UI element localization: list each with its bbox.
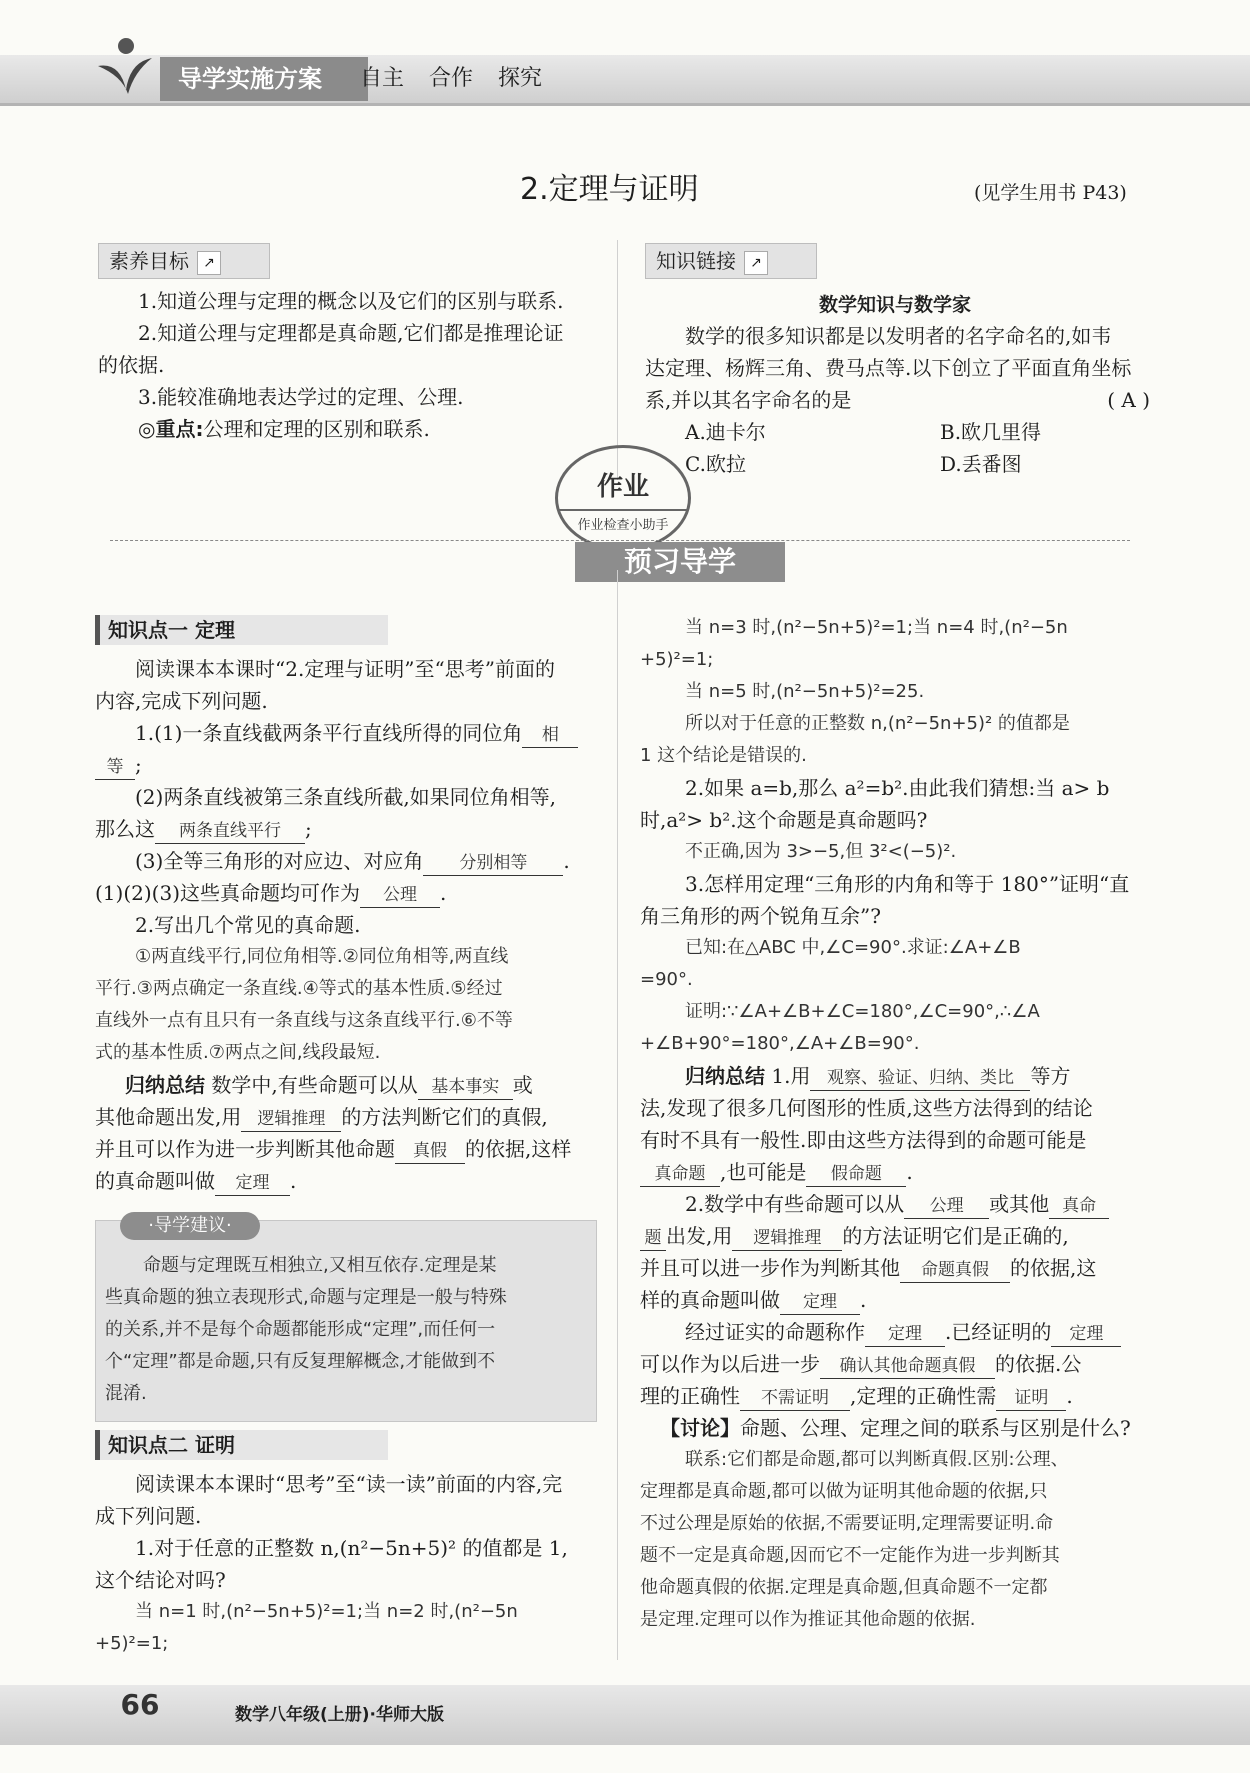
sum-text: ,定理的正确性需 bbox=[850, 1384, 997, 1408]
kp1-summary-cont: 的真命题叫做 定理 . bbox=[95, 1165, 605, 1197]
summary-2 bbox=[640, 1188, 1150, 1220]
key-text: 公理和定理的区别和联系. bbox=[203, 417, 430, 441]
sum-text: 样的真命题叫做 bbox=[640, 1288, 780, 1312]
q2-line: 时,a²> b².这个命题是真命题吗? bbox=[640, 808, 928, 832]
discussion-answer: 不过公理是原始的依据,不需要证明,定理需要证明.命 bbox=[640, 1513, 1054, 1534]
q3-line: 3.怎样用定理“三角形的内角和等于 180°”证明“直 bbox=[685, 872, 1130, 896]
sum-text: 1.用 bbox=[771, 1064, 811, 1088]
summary-1-cont: 真命题 ,也可能是 假命题 . bbox=[640, 1156, 1150, 1188]
link-line: 达定理、杨辉三角、费马点等.以下创立了平面直角坐标 bbox=[645, 356, 1132, 380]
work-line: 1 这个结论是错误的. bbox=[640, 745, 807, 766]
preview-banner: 预习导学 bbox=[575, 542, 785, 582]
lesson-ref: (见学生用书 P43) bbox=[974, 182, 1127, 204]
advice-body bbox=[105, 1250, 585, 1410]
kp1-intro: 阅读课本本课时“2.定理与证明”至“思考”前面的 bbox=[135, 657, 555, 681]
discussion-question: 命题、公理、定理之间的联系与区别是什么? bbox=[740, 1416, 1131, 1440]
q3-line: 角三角形的两个锐角互余”? bbox=[640, 904, 881, 928]
kp2-q1: 1.对于任意的正整数 n,(n²−5n+5)² 的值都是 1, bbox=[135, 1536, 568, 1560]
kp1-heading: 知识点一 定理 bbox=[95, 615, 388, 645]
kp1-q2-ans: 平行.③两点确定一条直线.④等式的基本性质.⑤经过 bbox=[95, 978, 503, 999]
kp2-q1-work: +5)²=1; bbox=[95, 1633, 169, 1654]
answer-blank: 逻辑推理 bbox=[241, 1107, 341, 1132]
sum-text: 可以作为以后进一步 bbox=[640, 1352, 820, 1376]
goal-key bbox=[98, 413, 608, 445]
summary-2-cont bbox=[640, 1220, 1150, 1252]
goal-item: 3.能较准确地表达学过的定理、公理. bbox=[138, 385, 464, 409]
kp2-heading: 知识点二 证明 bbox=[95, 1430, 388, 1460]
sum-text: 的依据,这样 bbox=[465, 1137, 572, 1161]
kp1-summary-cont bbox=[95, 1101, 605, 1133]
link-options-row bbox=[645, 416, 1150, 448]
discussion-answer: 他命题真假的依据.定理是真命题,但真命题不一定都 bbox=[640, 1577, 1048, 1598]
kp1-q1d: (1)(2)(3)这些真命题均可作为 公理 . bbox=[95, 877, 605, 909]
header-brand: 导学实施方案 bbox=[160, 57, 368, 101]
summary-1 bbox=[640, 1060, 1150, 1092]
answer-blank: 确认其他命题真假 bbox=[820, 1354, 995, 1379]
q2-answer: 不正确,因为 3>−5,但 3²<(−5)². bbox=[685, 841, 957, 862]
kp1-q1b: (2)两条直线被第三条直线所截,如果同位角相等, bbox=[135, 785, 557, 809]
footer-band bbox=[0, 1685, 1250, 1745]
advice-line: 个“定理”都是命题,只有反复理解概念,才能做到不 bbox=[105, 1351, 496, 1372]
kp1-q2-ans: 式的基本性质.⑦两点之间,线段最短. bbox=[95, 1042, 381, 1063]
sum-text: 的方法证明它们是正确的, bbox=[842, 1224, 1069, 1248]
work-line: 当 n=3 时,(n²−5n+5)²=1;当 n=4 时,(n²−5n bbox=[685, 617, 1068, 638]
summary-3-cont: 理的正确性 不需证明 ,定理的正确性需 证明 . bbox=[640, 1380, 1150, 1412]
kp2-intro: 成下列问题. bbox=[95, 1504, 202, 1528]
summary-3 bbox=[640, 1316, 1150, 1348]
kp1-summary bbox=[95, 1069, 605, 1101]
kp1-body bbox=[95, 653, 605, 1197]
arrow-icon: ↗ bbox=[744, 251, 768, 275]
q3-answer: +∠B+90°=180°,∠A+∠B=90°. bbox=[640, 1033, 920, 1054]
goals-list bbox=[98, 285, 608, 445]
arrow-icon: ↗ bbox=[197, 251, 221, 275]
kp2-body bbox=[95, 1468, 605, 1660]
discussion-answer: 是定理.定理可以作为推证其他命题的依据. bbox=[640, 1609, 976, 1630]
link-tab bbox=[645, 243, 817, 279]
kp2-intro: 阅读课本本课时“思考”至“读一读”前面的内容,完 bbox=[135, 1472, 563, 1496]
goal-item: 的依据. bbox=[98, 353, 165, 377]
answer-blank: 定理 bbox=[865, 1322, 945, 1347]
summary-3-cont bbox=[640, 1348, 1150, 1380]
sum-text: 并且可以进一步作为判断其他 bbox=[640, 1256, 900, 1280]
advice-line: 些真命题的独立表现形式,命题与定理是一般与特殊 bbox=[105, 1287, 507, 1308]
link-heading: 数学知识与数学家 bbox=[818, 294, 971, 316]
answer-blank: 命题真假 bbox=[900, 1258, 1010, 1283]
sum-text: 的真命题叫做 bbox=[95, 1169, 215, 1193]
link-line: 数学的很多知识都是以发明者的名字命名的,如韦 bbox=[685, 324, 1112, 348]
sum-text: 经过证实的命题称作 bbox=[685, 1320, 865, 1344]
key-label: ◎重点: bbox=[138, 417, 204, 441]
stamp-sub: 作业检查小助手 bbox=[558, 509, 688, 533]
discussion-answer: 题不一定是真命题,因而它不一定能作为进一步判断其 bbox=[640, 1545, 1060, 1566]
sum-text: 其他命题出发,用 bbox=[95, 1105, 242, 1129]
link-options-row bbox=[645, 448, 1150, 480]
page-number: 66 bbox=[120, 1688, 160, 1721]
kp2-q1: 这个结论对吗? bbox=[95, 1568, 226, 1592]
homework-stamp bbox=[555, 445, 691, 551]
work-line: 所以对于任意的正整数 n,(n²−5n+5)² 的值都是 bbox=[685, 713, 1070, 734]
kp1-q1a bbox=[95, 717, 605, 749]
kp1-summary-cont bbox=[95, 1133, 605, 1165]
answer-blank: 相 bbox=[522, 723, 578, 748]
advice-line: 混淆. bbox=[105, 1383, 147, 1404]
kp1-q2-ans: 直线外一点有且只有一条直线与这条直线平行.⑥不等 bbox=[95, 1010, 513, 1031]
header-tag: 探究 bbox=[498, 66, 543, 91]
summary-label: 归纳总结 bbox=[685, 1064, 765, 1088]
summary-1-cont: 有时不具有一般性.即由这些方法得到的命题可能是 bbox=[640, 1128, 1087, 1152]
answer-blank: 定理 bbox=[780, 1290, 860, 1315]
sum-text: 的依据.公 bbox=[995, 1352, 1082, 1376]
kp1-q2-ans: ①两直线平行,同位角相等.②同位角相等,两直线 bbox=[135, 946, 509, 967]
goals-tab bbox=[98, 243, 270, 279]
link-option: A.迪卡尔 bbox=[685, 420, 766, 444]
summary-1-cont: 法,发现了很多几何图形的性质,这些方法得到的结论 bbox=[640, 1096, 1093, 1120]
link-option: D.丢番图 bbox=[940, 452, 1022, 476]
answer-blank: 基本事实 bbox=[418, 1075, 513, 1100]
lesson-title: 2.定理与证明 bbox=[520, 172, 699, 207]
link-body bbox=[645, 320, 1150, 480]
answer-blank: 不需证明 bbox=[740, 1386, 850, 1411]
q-text: (3)全等三角形的对应边、对应角 bbox=[135, 849, 424, 873]
sum-text: 的依据,这 bbox=[1010, 1256, 1097, 1280]
banner-line bbox=[110, 540, 1130, 541]
sum-text: 的方法判断它们的真假, bbox=[341, 1105, 548, 1129]
column-divider bbox=[617, 240, 618, 480]
advice-label: ·导学建议· bbox=[120, 1212, 260, 1240]
header-tags bbox=[360, 57, 600, 101]
answer-blank: 等 bbox=[95, 755, 135, 780]
answer-blank: 真假 bbox=[395, 1139, 465, 1164]
answer-blank: 公理 bbox=[904, 1194, 989, 1219]
link-line bbox=[645, 384, 1150, 416]
summary-2-cont: 样的真命题叫做 定理 . bbox=[640, 1284, 1150, 1316]
answer-blank: 观察、验证、归纳、类比 bbox=[810, 1066, 1030, 1091]
kp2-q1-work: 当 n=1 时,(n²−5n+5)²=1;当 n=2 时,(n²−5n bbox=[135, 1601, 518, 1622]
sprout-logo-icon bbox=[90, 32, 160, 102]
summary-2-cont bbox=[640, 1252, 1150, 1284]
answer-blank: 分别相等 bbox=[423, 851, 563, 876]
link-option: C.欧拉 bbox=[685, 452, 746, 476]
kp1-q1a-cont: 等 ; bbox=[95, 749, 605, 781]
summary-label: 归纳总结 bbox=[125, 1073, 205, 1097]
answer-blank: 真命 bbox=[1049, 1194, 1109, 1219]
kp1-q1b-cont: 那么这 两条直线平行 ; bbox=[95, 813, 605, 845]
sum-text: .已经证明的 bbox=[945, 1320, 1052, 1344]
answer-blank: 假命题 bbox=[806, 1162, 906, 1187]
link-line-text: 系,并以其名字命名的是 bbox=[645, 388, 852, 412]
header-tag: 合作 bbox=[429, 66, 474, 91]
q3-answer: 已知:在△ABC 中,∠C=90°.求证:∠A+∠B bbox=[685, 937, 1021, 958]
q-text: (1)(2)(3)这些真命题均可作为 bbox=[95, 881, 360, 905]
advice-line: 的关系,并不是每个命题都能形成“定理”,而任何一 bbox=[105, 1319, 496, 1340]
link-option: B.欧几里得 bbox=[940, 420, 1042, 444]
sum-text: 数学中,有些命题可以从 bbox=[211, 1073, 418, 1097]
sum-text: 或其他 bbox=[989, 1192, 1050, 1216]
advice-line: 命题与定理既互相独立,又相互依存.定理是某 bbox=[143, 1255, 497, 1276]
kp1-q1c: (3)全等三角形的对应边、对应角 分别相等 . bbox=[95, 845, 605, 877]
discussion-answer: 定理都是真命题,都可以做为证明其他命题的依据,只 bbox=[640, 1481, 1048, 1502]
goal-item: 2.知道公理与定理都是真命题,它们都是推理论证 bbox=[138, 321, 564, 345]
sum-text: 等方 bbox=[1030, 1064, 1071, 1088]
sum-text: 2.数学中有些命题可以从 bbox=[685, 1192, 905, 1216]
q2-line: 2.如果 a=b,那么 a²=b².由此我们猜想:当 a> b bbox=[685, 776, 1110, 800]
goals-tab-label: 素养目标 bbox=[109, 249, 189, 273]
work-line: 当 n=5 时,(n²−5n+5)²=25. bbox=[685, 681, 925, 702]
sum-text: 或 bbox=[512, 1073, 533, 1097]
stamp-main: 作业 bbox=[596, 472, 649, 502]
answer-blank: 题 bbox=[640, 1226, 666, 1251]
work-line: +5)²=1; bbox=[640, 649, 714, 670]
header-tag: 自主 bbox=[360, 66, 405, 91]
discussion bbox=[640, 1412, 1150, 1444]
kp1-intro: 内容,完成下列问题. bbox=[95, 689, 268, 713]
sum-text: 并且可以作为进一步判断其他命题 bbox=[95, 1137, 395, 1161]
book-title: 数学八年级(上册)·华师大版 bbox=[235, 1705, 444, 1725]
kp1-q2: 2.写出几个常见的真命题. bbox=[135, 913, 361, 937]
q-text: 那么这 bbox=[95, 817, 155, 841]
answer-blank: 两条直线平行 bbox=[155, 819, 305, 844]
answer-blank: 真命题 bbox=[640, 1162, 720, 1187]
link-tab-label: 知识链接 bbox=[656, 249, 736, 273]
answer-blank: 证明 bbox=[996, 1386, 1066, 1411]
answer-blank: 公理 bbox=[360, 883, 440, 908]
sum-text: 理的正确性 bbox=[640, 1384, 740, 1408]
answer-blank: 定理 bbox=[215, 1171, 290, 1196]
answer-blank: 定理 bbox=[1051, 1322, 1121, 1347]
sum-text: 出发,用 bbox=[666, 1224, 733, 1248]
discussion-answer: 联系:它们都是命题,都可以判断真假.区别:公理、 bbox=[685, 1449, 1069, 1470]
sum-text: ,也可能是 bbox=[720, 1160, 807, 1184]
q3-answer: 证明:∵∠A+∠B+∠C=180°,∠C=90°,∴∠A bbox=[685, 1001, 1040, 1022]
column-divider bbox=[617, 570, 618, 1660]
answer-blank: 逻辑推理 bbox=[732, 1226, 842, 1251]
q3-answer: =90°. bbox=[640, 969, 693, 990]
link-answer: ( A ) bbox=[1107, 388, 1150, 412]
discussion-label: 【讨论】 bbox=[660, 1416, 740, 1440]
goal-item: 1.知道公理与定理的概念以及它们的区别与联系. bbox=[138, 289, 564, 313]
right-column bbox=[640, 612, 1150, 1636]
q-text: 1.(1)一条直线截两条平行直线所得的同位角 bbox=[135, 721, 523, 745]
